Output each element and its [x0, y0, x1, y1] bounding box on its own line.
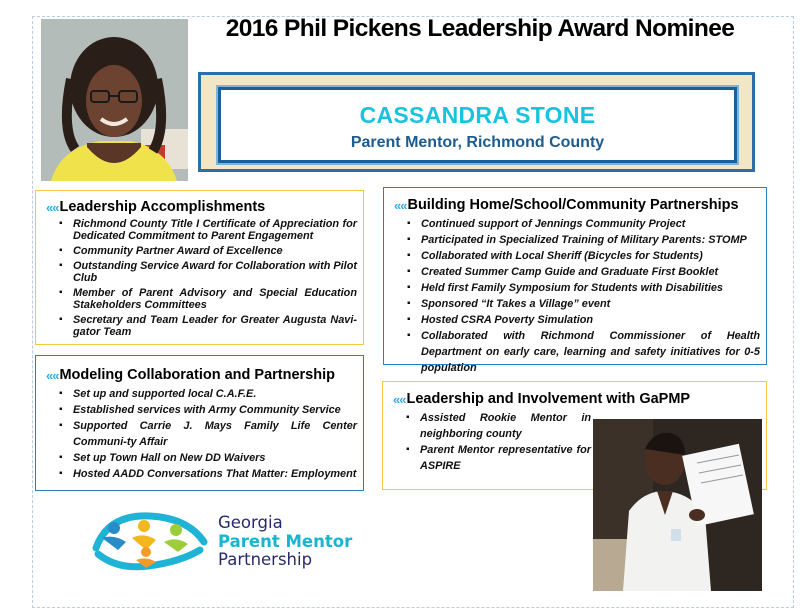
list-item: ▪ Community Partner Award of Excellence — [46, 245, 357, 257]
section-heading-text: Leadership and Involvement with GaPMP — [406, 391, 691, 407]
leadership-accomplishments-box — [35, 190, 364, 345]
list-item: ▪ Established services with Army Community Service — [46, 402, 357, 418]
list-item: ▪ Created Summer Camp Guide and Graduate First Booklet — [394, 264, 760, 280]
modeling-collaboration-heading — [46, 367, 357, 383]
partnerships-heading — [394, 197, 760, 213]
involvement-list — [393, 410, 591, 474]
list-item: ▪ Set up and supported local C.A.F.E. — [46, 386, 357, 402]
list-item: ▪ Hosted CSRA Poverty Simulation — [394, 312, 760, 328]
leadership-accomplishments-list — [46, 218, 357, 338]
list-item: ▪ Secretary and Team Leader for Greater Augusta Navi-gator Team — [46, 314, 357, 338]
section-heading-text: Leadership Accomplishments — [59, 199, 266, 215]
nominee-name: CASSANDRA STONE — [359, 102, 596, 128]
list-item: ▪ Richmond County Title I Certificate of Appreciation for Dedicated Commitment to Parent Engagement — [46, 218, 357, 242]
name-banner-inner — [218, 87, 737, 163]
list-item: ▪ Assisted Rookie Mentor in neighboring county — [393, 410, 591, 442]
list-item: ▪ Member of Parent Advisory and Special Education Stakeholders Committees — [46, 287, 357, 311]
nominee-speaking-photo — [593, 419, 762, 591]
name-banner — [198, 72, 755, 172]
nominee-role: Parent Mentor, Richmond County — [350, 134, 605, 151]
list-item: ▪ Continued support of Jennings Community Project — [394, 216, 760, 232]
logo-wordmark — [218, 514, 352, 570]
section-heading-text: Modeling Collaboration and Partnership — [59, 367, 335, 383]
list-item: ▪ Collaborated with Richmond Commissioner of Health Department on early care, learning and safety initiatives for 0-5 population — [394, 328, 760, 376]
list-item: ▪ Participated in Specialized Training of Military Parents: STOMP — [394, 232, 760, 248]
list-item: ▪ Collaborated with Local Sheriff (Bicycles for Students) — [394, 248, 760, 264]
logo-line-parent-mentor: Parent Mentor — [218, 531, 353, 551]
double-angle-quote-icon: «« — [46, 367, 59, 383]
modeling-collaboration-list — [46, 386, 357, 482]
list-item: ▪ Outstanding Service Award for Collaboration with Pilot Club — [46, 260, 357, 284]
list-item: ▪ Supported Carrie J. Mays Family Life Center Communi-ty Affair — [46, 418, 357, 450]
partnerships-box — [383, 187, 767, 374]
leadership-accomplishments-heading — [46, 199, 357, 215]
section-heading-text: Building Home/School/Community Partnerships — [407, 197, 739, 213]
list-item: ▪ Sponsored “It Takes a Village” event — [394, 296, 760, 312]
involvement-heading — [393, 391, 760, 407]
list-item: ▪ Parent Mentor representative for ASPIRE — [393, 442, 591, 474]
nominee-portrait-photo — [41, 19, 188, 181]
double-angle-quote-icon: «« — [393, 391, 406, 407]
page-title: 2016 Phil Pickens Leadership Award Nominee — [225, 15, 735, 42]
logo-line-partnership: Partnership — [218, 550, 313, 569]
list-item: ▪ Hosted AADD Conversations That Matter: Employment — [46, 466, 357, 482]
list-item: ▪ Set up Town Hall on New DD Waivers — [46, 450, 357, 466]
georgia-parent-mentor-partnership-logo — [88, 506, 358, 576]
double-angle-quote-icon: «« — [394, 197, 407, 213]
people-circle-logo-icon — [88, 508, 210, 574]
double-angle-quote-icon: «« — [46, 199, 59, 215]
logo-line-georgia: Georgia — [218, 513, 283, 532]
partnerships-list — [394, 216, 760, 376]
list-item: ▪ Held first Family Symposium for Students with Disabilities — [394, 280, 760, 296]
modeling-collaboration-box — [35, 355, 364, 491]
